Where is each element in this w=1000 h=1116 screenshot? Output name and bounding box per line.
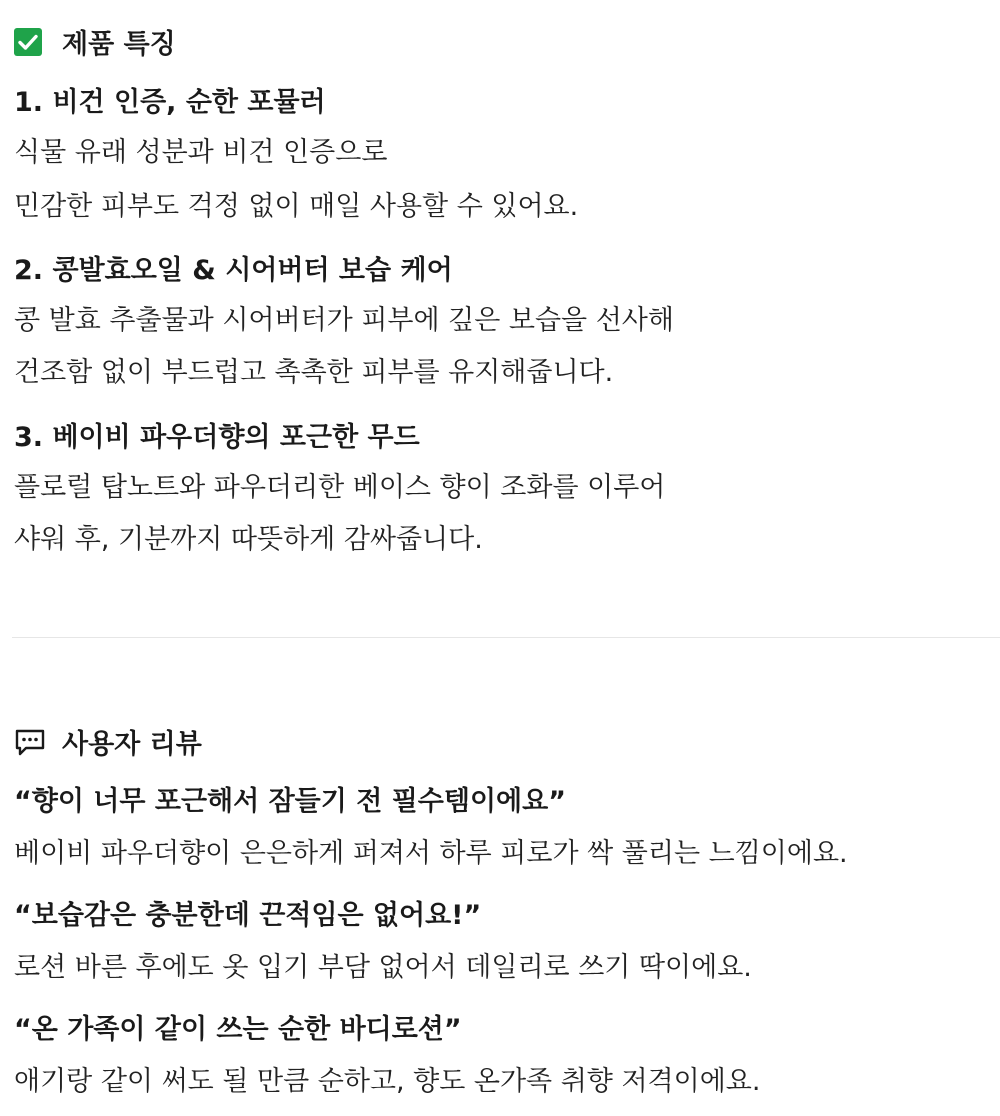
feature-title: 3. 베이비 파우더향의 포근한 무드 (14, 422, 420, 453)
feature-item (14, 86, 1000, 224)
review-text: 애기랑 같이 써도 될 만큼 순하고, 향도 온가족 취향 저격이에요. (14, 1066, 761, 1097)
feature-description-line: 콩 발효 추출물과 시어버터가 피부에 깊은 보습을 선사해 (14, 305, 674, 336)
reviews-heading (14, 722, 202, 761)
feature-description-line: 민감한 피부도 걱정 없이 매일 사용할 수 있어요. (14, 191, 579, 222)
feature-description-line: 샤워 후, 기분까지 따뜻하게 감싸줍니다. (14, 524, 483, 555)
review-item (14, 785, 1000, 871)
feature-description-line: 식물 유래 성분과 비건 인증으로 (14, 137, 388, 168)
review-item (14, 899, 1000, 985)
feature-title: 1. 비건 인증, 순한 포뮬러 (14, 87, 326, 118)
feature-item (14, 254, 1000, 390)
features-heading-label: 제품 특징 (62, 29, 176, 60)
reviews-heading-label: 사용자 리뷰 (62, 729, 202, 760)
features-heading (14, 22, 176, 61)
feature-title: 2. 콩발효오일 & 시어버터 보습 케어 (14, 255, 453, 286)
review-text: 베이비 파우더향이 은은하게 퍼져서 하루 피로가 싹 풀리는 느낌이에요. (14, 838, 848, 869)
feature-description-line: 건조함 없이 부드럽고 촉촉한 피부를 유지해줍니다. (14, 357, 614, 388)
review-quote: “향이 너무 포근해서 잠들기 전 필수템이에요” (14, 786, 566, 817)
check-box-icon (14, 28, 42, 56)
review-quote: “보습감은 충분한데 끈적임은 없어요!” (14, 900, 482, 931)
review-item (14, 1013, 1000, 1099)
chat-bubble-icon (14, 727, 46, 757)
feature-item (14, 421, 1000, 557)
section-divider (12, 637, 1000, 638)
feature-description-line: 플로럴 탑노트와 파우더리한 베이스 향이 조화를 이루어 (14, 472, 666, 503)
review-text: 로션 바른 후에도 옷 입기 부담 없어서 데일리로 쓰기 딱이에요. (14, 952, 752, 983)
review-quote: “온 가족이 같이 쓰는 순한 바디로션” (14, 1014, 462, 1045)
